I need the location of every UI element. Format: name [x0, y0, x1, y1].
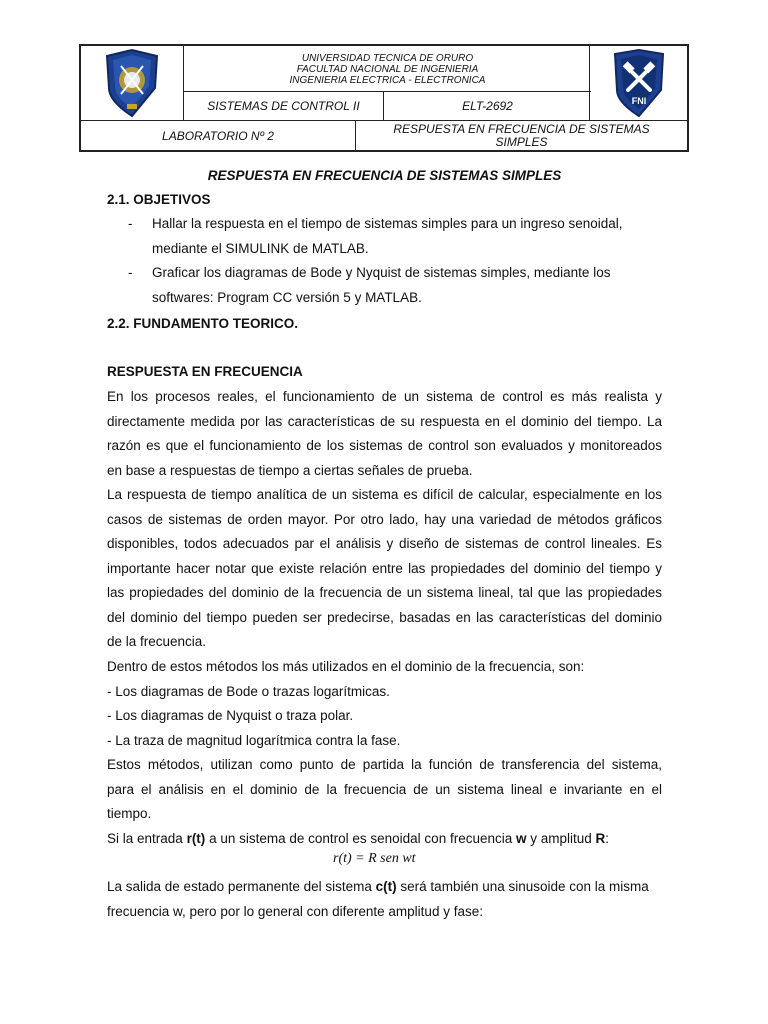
- objective-2-line-1: Graficar los diagramas de Bode y Nyquist de sistemas simples, mediante los: [152, 265, 611, 280]
- paragraph-1-line-3: razón es que el funcionamiento de los sistemas de control son evaluados y monitoreados: [107, 438, 662, 453]
- p5-pre: Si la entrada: [107, 831, 187, 846]
- section-theory-heading: 2.2. FUNDAMENTO TEORICO.: [107, 316, 299, 331]
- paragraph-2-line-4: importante hacer notar que existe relación entre las propiedades del dominio del tiempo y: [107, 560, 662, 576]
- subsection-frequency-response-heading: RESPUESTA EN FRECUENCIA: [107, 364, 303, 379]
- list-item-magnitude-phase: - La traza de magnitud logarítmica contra la fase.: [107, 732, 401, 748]
- paragraph-2-line-2: casos de sistemas de orden mayor. Por otro lado, hay una variedad de métodos gráficos: [107, 511, 662, 527]
- document-header-table: [79, 44, 689, 152]
- faculty-logo-text: FNI: [631, 96, 647, 106]
- p5-bold-w: w: [516, 831, 527, 846]
- paragraph-5: [107, 827, 662, 852]
- lab-number: LABORATORIO Nº 2: [81, 120, 356, 150]
- p6-post: será también una sinusoide con la misma: [396, 879, 649, 894]
- paragraph-6-line-1: [107, 875, 662, 900]
- sinusoidal-input-formula: r(t) = R sen wt: [333, 851, 416, 866]
- p6-bold-ct: c(t): [375, 879, 397, 894]
- paragraph-2-line-7: de la frecuencia.: [107, 634, 207, 649]
- paragraph-5-line-1: [107, 827, 662, 852]
- university-shield-logo: [81, 46, 184, 120]
- paragraph-2-line-3: disponibles, todos adecuados par el análisis y diseño de sistemas de control lineales. Es: [107, 536, 662, 551]
- paragraph-1: [107, 385, 662, 483]
- paragraph-2-line-1: La respuesta de tiempo analítica de un sistema es difícil de calcular, especialmente en los: [107, 487, 662, 502]
- list-item-bode: - Los diagramas de Bode o trazas logarítmicas.: [107, 683, 390, 699]
- paragraph-6: [107, 875, 662, 924]
- lab-topic-line-2: SIMPLES: [495, 135, 548, 149]
- objective-1-line-1: Hallar la respuesta en el tiempo de sistemas simples para un ingreso senoidal,: [152, 216, 623, 231]
- paragraph-2-line-5: las propiedades del dominio de la frecuencia de un sistema lineal, tal que las propiedades: [107, 585, 662, 600]
- university-line-3: INGENIERIA ELECTRICA - ELECTRONICA: [289, 75, 486, 86]
- p5-bold-rt: r(t): [186, 831, 206, 846]
- faculty-shield-logo: [590, 46, 688, 120]
- objective-1-line-2: mediante el SIMULINK de MATLAB.: [152, 240, 369, 256]
- university-line-1: UNIVERSIDAD TECNICA DE ORURO: [301, 53, 474, 64]
- bullet-dash: -: [128, 216, 133, 231]
- paragraph-1-line-2: directamente medida por las características de su respuesta en el dominio del tiempo. La: [107, 413, 662, 429]
- paragraph-3-line-1: Dentro de estos métodos los más utilizados en el dominio de la frecuencia, son:: [107, 659, 585, 674]
- document-title: RESPUESTA EN FRECUENCIA DE SISTEMAS SIMPLES: [207, 168, 562, 183]
- university-line-2: FACULTAD NACIONAL DE INGENIERIA: [296, 64, 479, 75]
- faculty-logo-cell: [589, 46, 687, 120]
- paragraph-6-line-2: frecuencia w, pero por lo general con diferente amplitud y fase:: [107, 903, 483, 919]
- paragraph-2-line-6: del dominio del tiempo pueden ser predecirse, basadas en las características del dominio: [107, 609, 662, 625]
- paragraph-4-line-2: para el análisis en el dominio de la frecuencia de un sistema lineal e invariante en el: [107, 781, 662, 797]
- section-objectives-heading: 2.1. OBJETIVOS: [107, 192, 211, 207]
- university-logo-cell: [81, 46, 184, 120]
- bullet-dash: -: [128, 265, 133, 280]
- paragraph-4-line-3: tiempo.: [107, 806, 152, 821]
- p5-mid2: y amplitud: [526, 831, 596, 846]
- p5-bold-R: R: [595, 831, 606, 846]
- paragraph-1-line-1: En los procesos reales, el funcionamiento de un sistema de control es más realista y: [107, 389, 662, 404]
- lab-topic: [356, 120, 687, 150]
- paragraph-3: [107, 655, 662, 753]
- course-code: ELT-2692: [462, 99, 513, 113]
- paragraph-2: [107, 483, 662, 655]
- subject-name: SISTEMAS DE CONTROL II: [184, 92, 384, 120]
- p5-mid: a un sistema de control es senoidal con frecuencia: [205, 831, 516, 846]
- paragraph-1-line-4: en base a respuestas de tiempo a ciertas señales de prueba.: [107, 462, 473, 478]
- lab-topic-line-1: RESPUESTA EN FRECUENCIA DE SISTEMAS: [393, 122, 650, 136]
- p6-pre: La salida de estado permanente del sistema: [107, 879, 376, 894]
- paragraph-4-line-1: Estos métodos, utilizan como punto de partida la función de transferencia del sistema,: [107, 757, 662, 772]
- list-item-nyquist: - Los diagramas de Nyquist o traza polar.: [107, 708, 354, 723]
- paragraph-4: [107, 753, 662, 827]
- p5-post: :: [605, 831, 610, 846]
- university-name-cell: [184, 46, 591, 92]
- objective-2-line-2: softwares: Program CC versión 5 y MATLAB.: [152, 289, 422, 305]
